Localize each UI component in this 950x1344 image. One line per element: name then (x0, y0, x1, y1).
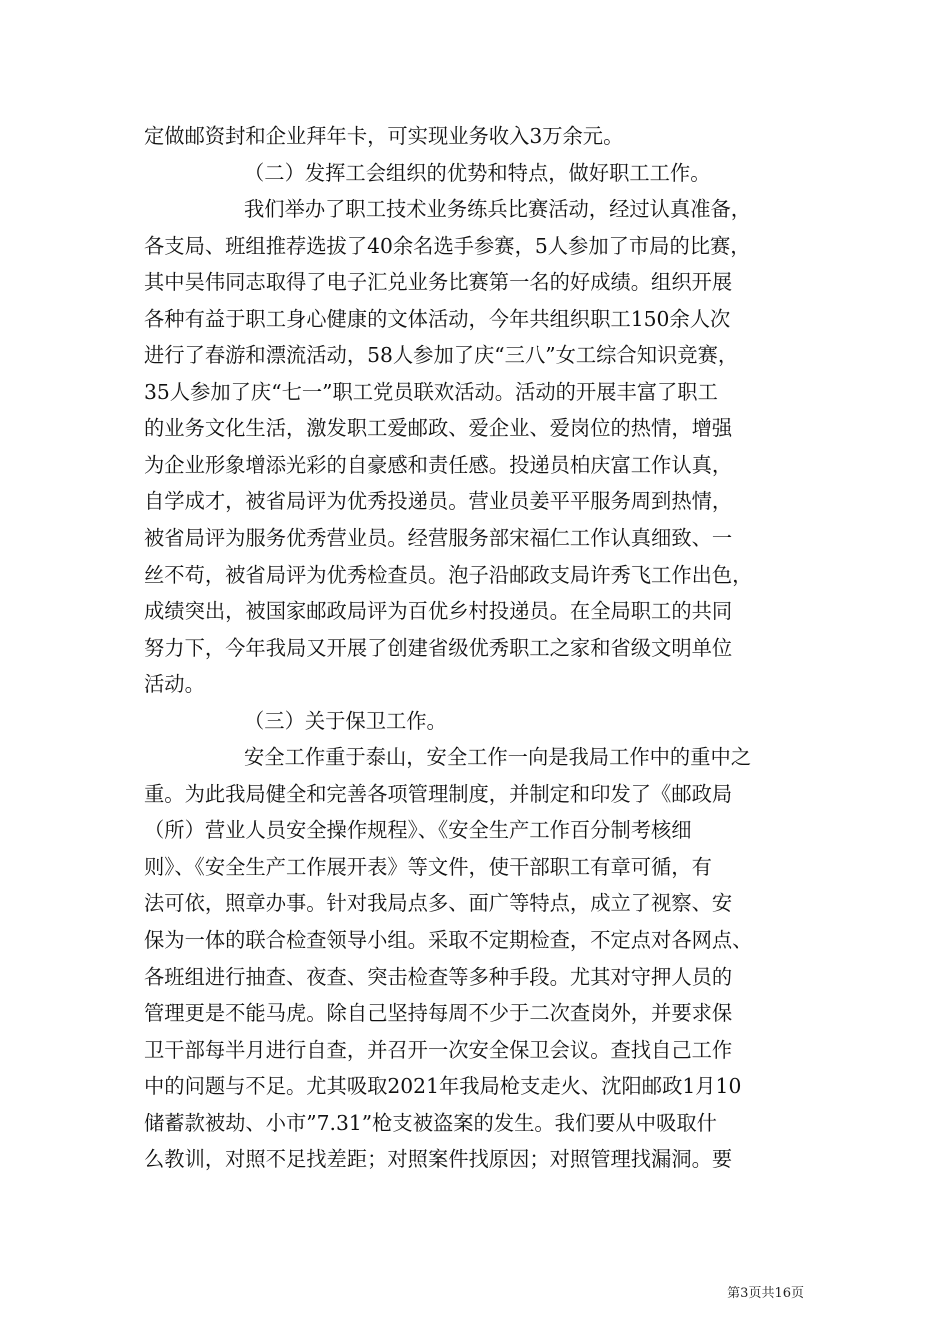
text-line: 我们举办了职工技术业务练兵比赛活动，经过认真准备， (244, 197, 752, 222)
text-line: 进行了春游和漂流活动，58人参加了庆“三八”女工综合知识竞赛， (144, 343, 739, 368)
text-line: 自学成才，被省局评为优秀投递员。营业员姜平平服务周到热情， (144, 489, 733, 514)
text-line: （所）营业人员安全操作规程》、《安全生产工作百分制考核细 (144, 818, 692, 843)
text-line: 么教训，对照不足找差距；对照案件找原因；对照管理找漏洞。要 (144, 1147, 733, 1172)
text-line: 法可依，照章办事。针对我局点多、面广等特点，成立了视察、安 (144, 891, 733, 916)
text-line: 储蓄款被劫、小市”7.31”枪支被盗案的发生。我们要从中吸取什 (144, 1110, 717, 1135)
text-line: 成绩突出，被国家邮政局评为百优乡村投递员。在全局职工的共同 (144, 599, 733, 624)
text-line: 其中吴伟同志取得了电子汇兑业务比赛第一名的好成绩。组织开展 (144, 270, 733, 295)
text-line: 各班组进行抽查、夜查、突击检查等多种手段。尤其对守押人员的 (144, 964, 733, 989)
text-line: 被省局评为服务优秀营业员。经营服务部宋福仁工作认真细致、一 (144, 526, 733, 551)
text-line: （二）发挥工会组织的优势和特点，做好职工工作。 (244, 160, 711, 185)
text-line: 中的问题与不足。尤其吸取2021年我局枪支走火、沈阳邮政1月10 (144, 1074, 742, 1099)
text-line: 为企业形象增添光彩的自豪感和责任感。投递员柏庆富工作认真， (144, 452, 733, 477)
text-line: 各种有益于职工身心健康的文体活动，今年共组织职工150余人次 (144, 306, 731, 331)
text-line: 安全工作重于泰山，安全工作一向是我局工作中的重中之 (244, 745, 752, 770)
text-line: 保为一体的联合检查领导小组。采取不定期检查，不定点对各网点、 (144, 928, 753, 953)
page-number-footer: 第3页共16页 (727, 1286, 804, 1301)
text-line: 努力下，今年我局又开展了创建省级优秀职工之家和省级文明单位 (144, 635, 733, 660)
text-line: 各支局、班组推荐选拔了40余名选手参赛，5人参加了市局的比赛， (144, 233, 751, 258)
text-line: 活动。 (144, 672, 205, 697)
body-text (144, 118, 808, 1178)
text-line: 管理更是不能马虎。除自己坚持每周不少于二次查岗外，并要求保 (144, 1001, 733, 1026)
text-line: 重。为此我局健全和完善各项管理制度，并制定和印发了《邮政局 (144, 781, 733, 806)
text-line: 卫干部每半月进行自查，并召开一次安全保卫会议。查找自己工作 (144, 1037, 733, 1062)
text-line: 丝不苟，被省局评为优秀检查员。泡子沿邮政支局许秀飞工作出色， (144, 562, 753, 587)
text-line: （三）关于保卫工作。 (244, 708, 447, 733)
text-line: 的业务文化生活，激发职工爱邮政、爱企业、爱岗位的热情，增强 (144, 416, 733, 441)
text-line: 定做邮资封和企业拜年卡，可实现业务收入3万余元。 (144, 124, 624, 148)
text-line: 则》、《安全生产工作展开表》等文件，使干部职工有章可循，有 (144, 854, 712, 879)
text-line: 35人参加了庆“七一”职工党员联欢活动。活动的开展丰富了职工 (144, 379, 718, 404)
